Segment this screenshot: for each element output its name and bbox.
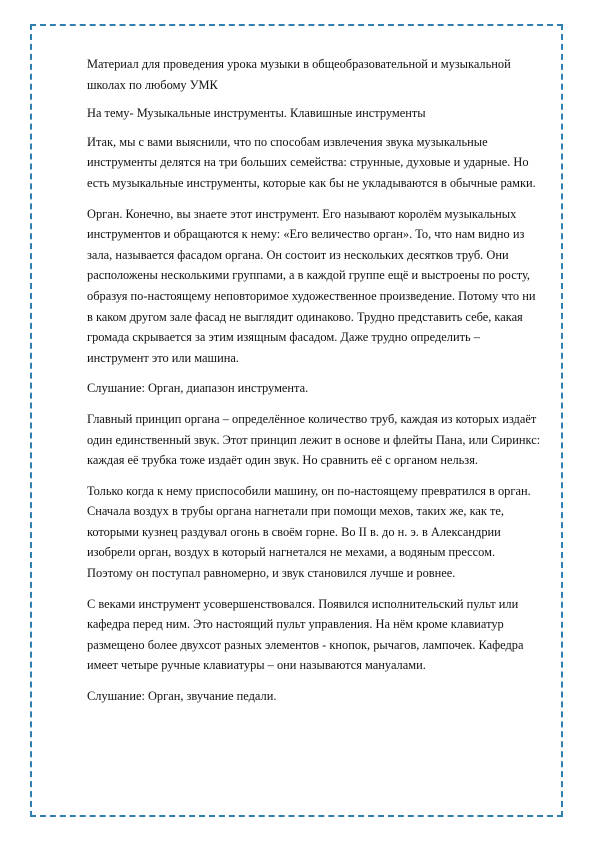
paragraph-principle: Главный принцип органа – определённое количество труб, каждая из которых издаёт один единственный звук. Этот принцип лежит в основе и флейты Пана, или Сиринкс: каждая её трубка тоже издаёт один звук. Но сравнить её с органом нельзя. [87, 411, 541, 468]
listening-note-pedal: Слушание: Орган, звучание педали. [87, 689, 277, 704]
document-body [87, 54, 542, 717]
document-header: Материал для проведения урока музыки в общеобразовательной и музыкальной школах по любому УМК [87, 57, 511, 92]
paragraph-organ: Орган. Конечно, вы знаете этот инструмент. Его называют королём музыкальных инструментов и обращаются к нему: «Его величество орган». То, что нам видно из зала, называется фасадом органа. Он состоит из нескольких десятков труб. Они расположены несколькими группами, а в каждой группе ещё и выстроены по росту, образуя по-настоящему неповторимое художественное произведение. Потому что ни в каком другом зале фасад не выглядит одинаково. Трудно представить себе, какая громада скрывается за этим изящным фасадом. Даже трудно определить – инструмент это или машина. [87, 206, 536, 365]
paragraph-console: С веками инструмент усовершенствовался. Появился исполнительский пульт или кафедра перед ним. Это настоящий пульт управления. На нём кроме клавиатур размещено более двухсот разных элементов - кнопок, рычагов, лампочек. Кафедра имеет четыре ручные клавиатуры – они называются мануалами. [87, 596, 524, 673]
paragraph-intro: Итак, мы с вами выяснили, что по способам извлечения звука музыкальные инструменты делятся на три больших семейства: струнные, духовые и ударные. Но есть музыкальные инструменты, которые как бы не укладываются в обычные рамки. [87, 134, 536, 190]
paragraph-history: Только когда к нему приспособили машину, он по-настоящему превратился в орган. Сначала воздух в трубы органа нагнетали при помощи мехов, таких же, как те, которыми кузнец раздувал огонь в своём горне. Во II в. до н. э. в Александрии изобрели орган, воздух в который нагнетался не мехами, а водяным прессом. Поэтому он поступал равномерно, и звук становился лучше и ровнее. [87, 483, 531, 581]
listening-note-range: Слушание: Орган, диапазон инструмента. [87, 381, 309, 396]
document-topic: На тему- Музыкальные инструменты. Клавишные инструменты [87, 106, 426, 121]
